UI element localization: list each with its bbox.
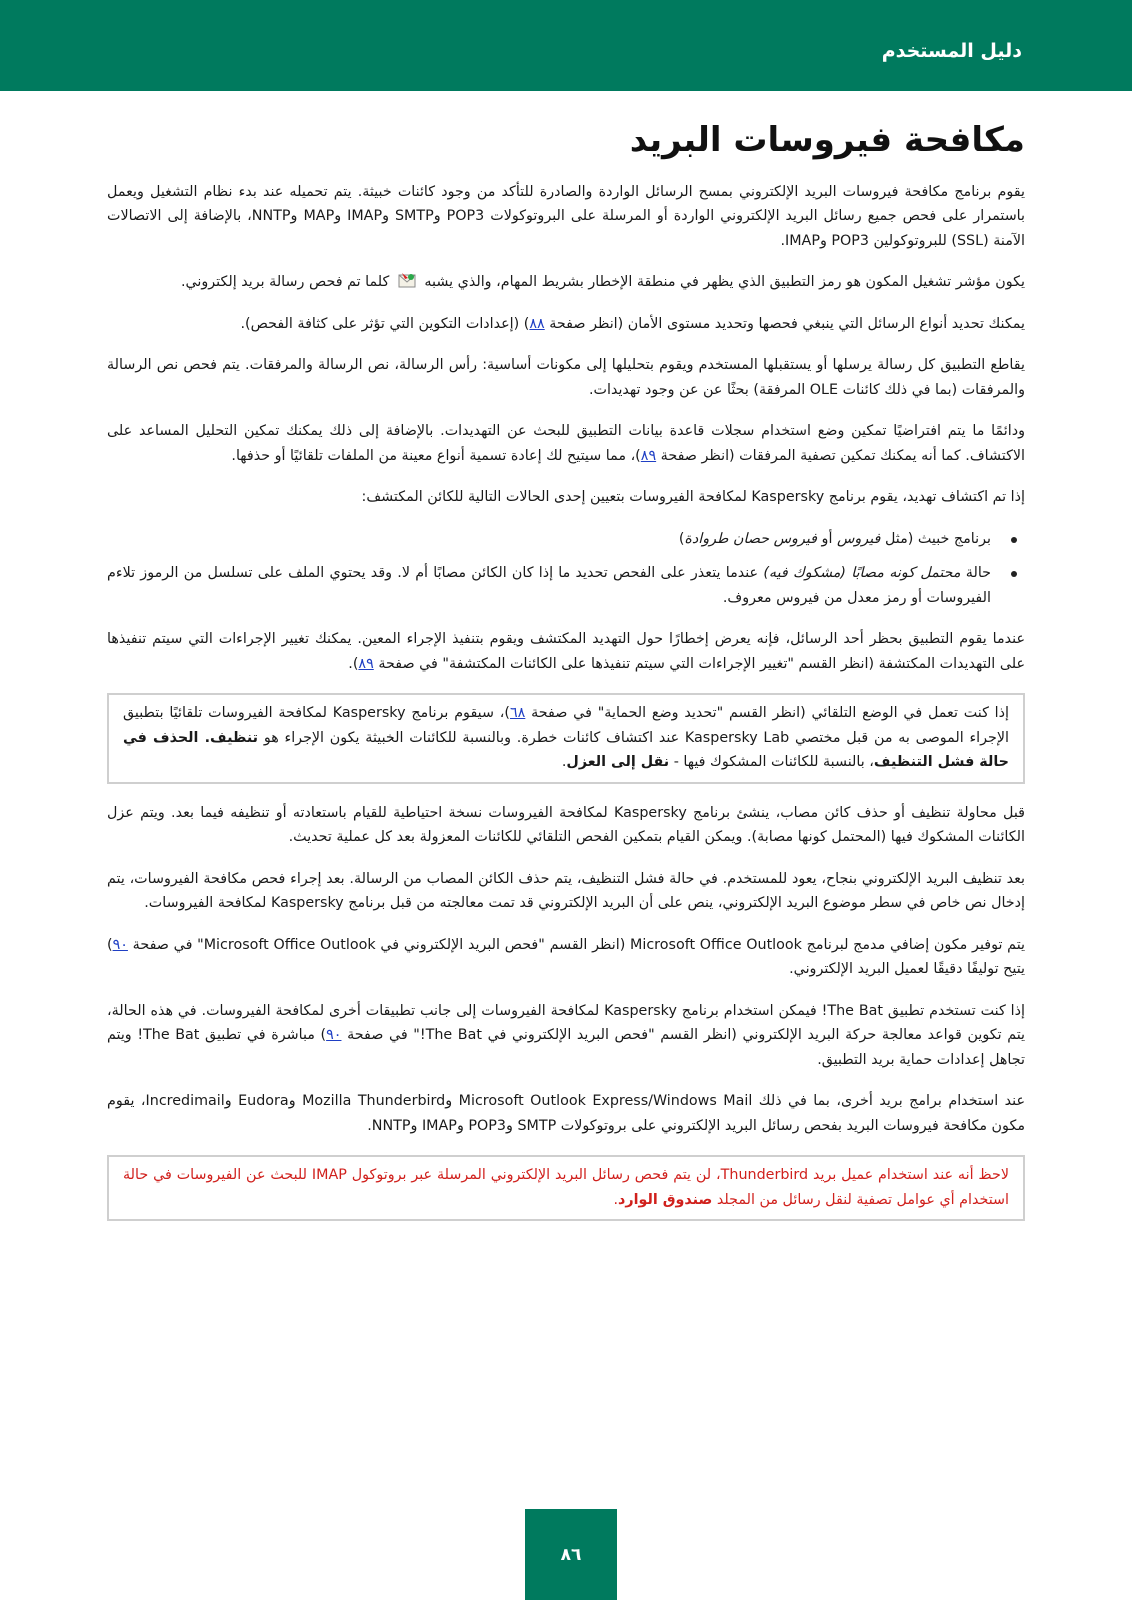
close-paren: ) xyxy=(678,530,685,547)
thebat-text-after: ) مباشرة في تطبيق The Bat! ويتم تجاهل إعدادات حماية بريد التطبيق. xyxy=(107,1027,1025,1068)
block-action-text-before: عندما يقوم التطبيق بحظر أحد الرسائل، فإنه يعرض إخطارًا حول التهديد المكتشف ويقوم بتنفيذ الإجراء المعين. يمكنك تغيير الإجراءات التي سيتم تنفيذها على التهديدات المكتشفة (انظر القسم "تغيير الإجراءات التي سيتم تنفيذها على الكائنات المكتشفة" في صفحة xyxy=(107,631,1025,672)
databases-text-after: )، مما سيتيح لك إعادة تسمية أنواع معينة من الملفات تلقائيًا أو حذفها. xyxy=(231,447,641,464)
warning-end: . xyxy=(613,1191,619,1208)
note-text-mid: )، سيقوم برنامج Kaspersky لمكافحة الفيروسات تلقائيًا بتطبيق الإجراء الموصى به من قبل مختصي Kaspersky Lab عند اكتشاف كائنات خطرة. وبالنسبة للكائنات الخبيثة يكون الإجراء هو xyxy=(123,705,1009,746)
malicious-text: برنامج خبيث (مثل xyxy=(884,530,991,547)
page-link-89-attachments[interactable]: ٨٩ xyxy=(640,447,657,464)
scan-types-text-after: ) (إعدادات التكوين التي تؤثر على كثافة الفحص). xyxy=(240,315,530,332)
header-title: دليل المستخدم xyxy=(881,40,1022,62)
paragraph-intercept: يقاطع التطبيق كل رسالة يرسلها أو يستقبلها المستخدم ويقوم بتحليلها إلى مكونات أساسية: رأس الرسالة، نص الرسالة والمرفقات. يتم فحص نص الرسالة والمرفقات (بما في ذلك كائنات OLE المرفقة) بحثًا عن عن وجود تهديدات. xyxy=(107,357,1025,398)
indicator-text-before: يكون مؤشر تشغيل المكون هو رمز التطبيق الذي يظهر في منطقة الإخطار بشريط المهام، والذي يشبه xyxy=(424,274,1025,291)
paragraph-indicator xyxy=(107,270,1025,295)
note-action-disinfect: تنظيف. الحذف في حالة فشل التنظيف xyxy=(123,729,1009,771)
or-text: أو xyxy=(821,530,833,547)
status-word: حالة xyxy=(965,565,992,582)
note-end: . xyxy=(561,754,567,771)
page-link-89-actions[interactable]: ٨٩ xyxy=(358,655,374,672)
note-action-quarantine: نقل إلى العزل xyxy=(566,754,670,771)
page-link-88[interactable]: ٨٨ xyxy=(529,315,545,332)
warning-box-thunderbird xyxy=(107,1155,1025,1221)
scan-types-text-before: يمكنك تحديد أنواع الرسائل التي ينبغي فحصها وتحديد مستوى الأمان (انظر صفحة xyxy=(549,315,1025,332)
note-box-automatic-mode xyxy=(107,693,1025,784)
suspicious-term: محتمل كونه مصابًا (مشكوك فيه) xyxy=(763,565,961,582)
paragraph-intro: يقوم برنامج مكافحة فيروسات البريد الإلكتروني بمسح الرسائل الواردة والصادرة للتأكد من وجود كائنات خبيثة. يتم تحميله عند بدء نظام التشغيل ويعمل باستمرار على فحص جميع رسائل البريد الإلكتروني الواردة أو المرسلة على البروتوكولات POP3 وSMTP وIMAP وMAP وNNTP، بالإضافة إلى الاتصالات الآمنة (SSL) للبروتوكولين POP3 وIMAP. xyxy=(107,183,1026,249)
warning-text: لاحظ أنه عند استخدام عميل بريد Thunderbird، لن يتم فحص رسائل البريد الإلكتروني المرسلة عبر بروتوكول IMAP للبحث عن الفيروسات في حالة استخدام أي عوامل تصفية لنقل رسائل من المجلد xyxy=(123,1167,1009,1208)
status-list xyxy=(107,527,1025,611)
page-number-badge xyxy=(525,1509,617,1600)
virus-term: فيروس xyxy=(836,530,881,547)
page-title: مكافحة فيروسات البريد xyxy=(629,120,1025,160)
page-number: ٨٦ xyxy=(560,1544,582,1565)
paragraph-thebat xyxy=(107,999,1025,1073)
paragraph-outlook xyxy=(107,933,1025,982)
paragraph-threat-status: إذا تم اكتشاف تهديد، يقوم برنامج Kaspersky لمكافحة الفيروسات بتعيين إحدى الحالات التالية للكائن المكتشف: xyxy=(361,489,1025,506)
header-bar xyxy=(0,0,1132,91)
paragraph-after-disinfect: بعد تنظيف البريد الإلكتروني بنجاح، يعود للمستخدم. في حالة فشل التنظيف، يتم حذف الكائن المصاب من الرسالة. بعد إجراء فحص مكافحة الفيروسات، يتم إدخال نص خاص في سطر موضوع البريد الإلكتروني، ينص على أن البريد الإلكتروني قد تمت معالجته من قبل برنامج Kaspersky لمكافحة الفيروسات. xyxy=(107,870,1025,912)
note-text-before: إذا كنت تعمل في الوضع التلقائي (انظر القسم "تحديد وضع الحماية" في صفحة xyxy=(531,705,1009,722)
paragraph-block-action xyxy=(107,627,1025,676)
mail-scan-icon xyxy=(398,272,416,288)
outlook-text-before: يتم توفير مكون إضافي مدمج لبرنامج Microsoft Office Outlook (انظر القسم "فحص البريد الإلكتروني في Microsoft Office Outlook" في صفحة xyxy=(132,936,1025,953)
block-action-text-after: ). xyxy=(348,655,359,672)
outlook-text-after: ) يتيح توليفًا دقيقًا لعميل البريد الإلكتروني. xyxy=(107,936,1025,978)
page-link-68[interactable]: ٦٨ xyxy=(509,705,526,722)
list-item-malicious xyxy=(107,527,991,552)
list-item-suspicious xyxy=(107,561,991,610)
warning-inbox-term: صندوق الوارد xyxy=(618,1191,713,1208)
page-content xyxy=(107,118,1025,1238)
note-text-mid2: ، بالنسبة للكائنات المشكوك فيها - xyxy=(673,754,874,771)
page-link-90-outlook[interactable]: ٩٠ xyxy=(112,936,128,953)
suspicious-description: عندما يتعذر على الفحص تحديد ما إذا كان الكائن مصابًا أم لا. وقد يحتوي الملف على تسلسل من الرموز تلاءم الفيروسات أو رمز معدل من فيروس معروف. xyxy=(107,565,991,606)
paragraph-backup: قبل محاولة تنظيف أو حذف كائن مصاب، ينشئ برنامج Kaspersky لمكافحة الفيروسات نسخة احتياطية للقيام باستعادته أو تنظيفه فيما بعد. ويتم عزل الكائنات المشكوك فيها (المحتمل كونها مصابة). ويمكن القيام بتمكين الفحص التلقائي للكائنات المعزولة بعد كل عملية تحديث. xyxy=(107,804,1025,846)
page-link-90-thebat[interactable]: ٩٠ xyxy=(326,1027,342,1044)
trojan-term: فيروس حصان طروادة xyxy=(684,530,817,547)
thebat-text-before: إذا كنت تستخدم تطبيق The Bat! فيمكن استخدام برنامج Kaspersky لمكافحة الفيروسات إلى جانب تطبيقات أخرى لمكافحة الفيروسات. في هذه الحالة، يتم تكوين قواعد معالجة حركة البريد الإلكتروني (انظر القسم "فحص البريد الإلكتروني في The Bat!" في صفحة xyxy=(107,1002,1025,1044)
paragraph-other-clients: عند استخدام برامج بريد أخرى، بما في ذلك Microsoft Outlook Express/Windows Mail وMozilla Thunderbird وEudora وIncredimail، يقوم مكون مكافحة فيروسات البريد بفحص رسائل البريد الإلكتروني على بروتوكولات SMTP وPOP3 وIMAP وNNTP. xyxy=(107,1093,1026,1134)
paragraph-databases xyxy=(107,419,1025,468)
paragraph-scan-types xyxy=(107,312,1025,337)
indicator-text-after: كلما تم فحص رسالة بريد إلكتروني. xyxy=(180,274,390,291)
databases-text-before: ودائمًا ما يتم افتراضيًا تمكين وضع استخدام سجلات قاعدة بيانات التطبيق للبحث عن التهديدات. بالإضافة إلى ذلك يمكنك تمكين التحليل المساعد على الاكتشاف. كما أنه يمكنك تمكين تصفية المرفقات (انظر صفحة xyxy=(107,423,1025,464)
